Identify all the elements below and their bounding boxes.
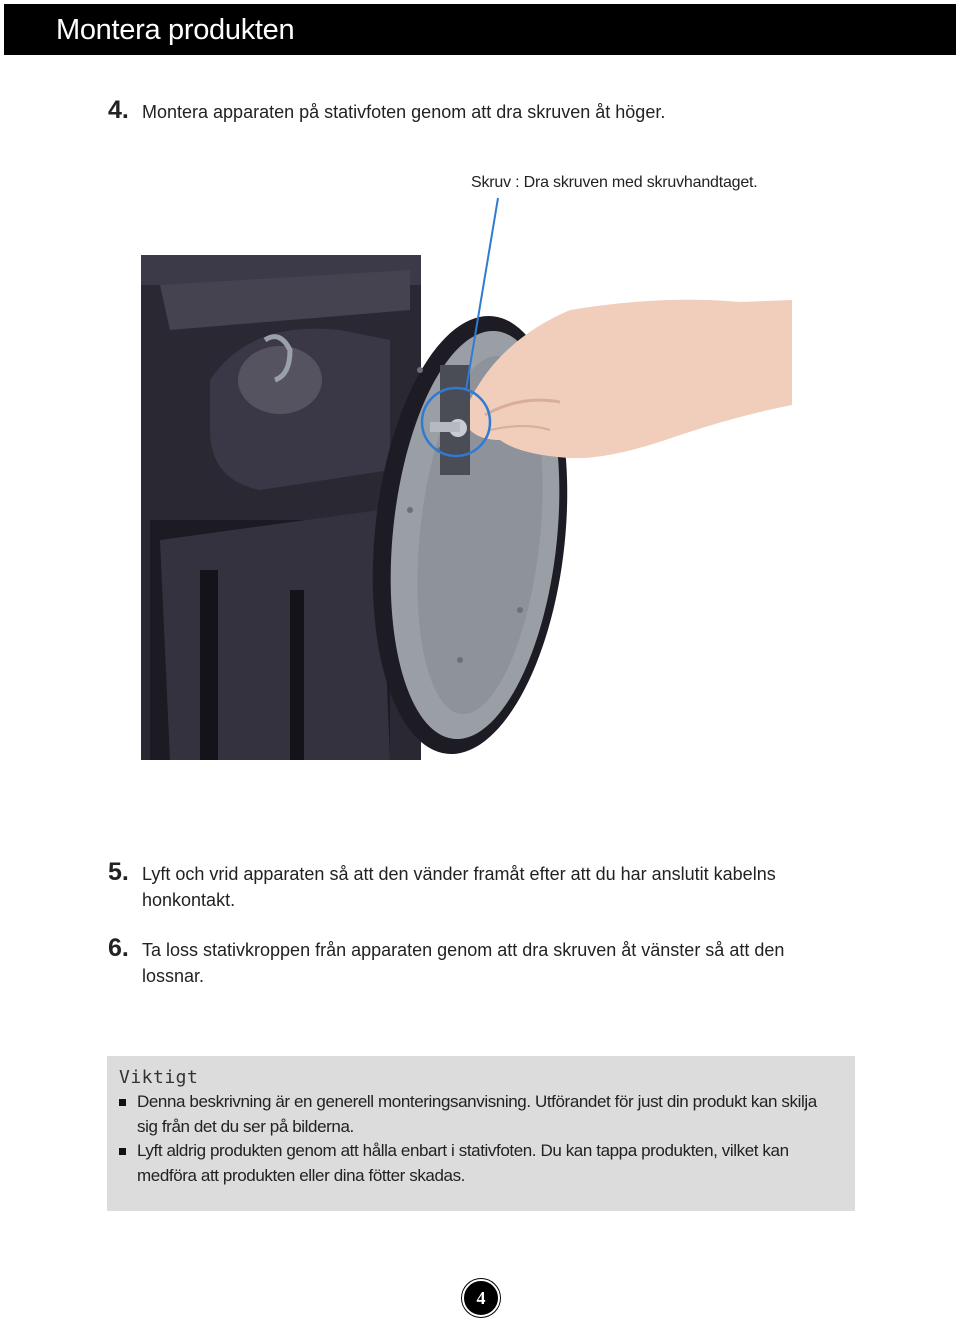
step-text: Montera apparaten på stativfoten genom att dra skruven åt höger.: [142, 102, 666, 122]
note-item-text: Denna beskrivning är en generell monteringsanvisning. Utförandet för just din produkt kan skilja sig från det du ser på bilderna.: [137, 1092, 817, 1136]
page-number-badge: 4: [462, 1279, 500, 1317]
stand-assembly-illustration: [140, 190, 800, 762]
step-number: 6.: [108, 934, 129, 962]
step-text: Lyft och vrid apparaten så att den vänder framåt efter att du har anslutit kabelns honkontakt.: [142, 864, 776, 910]
page-title: Montera produkten: [56, 14, 295, 46]
bullet-icon: [119, 1099, 126, 1106]
screw-callout-label: Skruv : Dra skruven med skruvhandtaget.: [471, 174, 758, 191]
note-item: [137, 1089, 837, 1139]
hand: [470, 300, 792, 458]
important-note-box: [107, 1056, 855, 1211]
step-number: 5.: [108, 858, 129, 886]
note-item-text: Lyft aldrig produkten genom att hålla enbart i stativfoten. Du kan tappa produkten, vilket kan medföra att produkten eller dina fötter skadas.: [137, 1141, 789, 1185]
step-number: 4.: [108, 96, 129, 124]
bullet-icon: [119, 1148, 126, 1155]
step-text: Ta loss stativkroppen från apparaten genom att dra skruven åt vänster så att den lossnar.: [142, 940, 785, 986]
note-item: [137, 1138, 837, 1188]
note-title: Viktigt: [119, 1067, 199, 1088]
page-header: [4, 4, 956, 55]
